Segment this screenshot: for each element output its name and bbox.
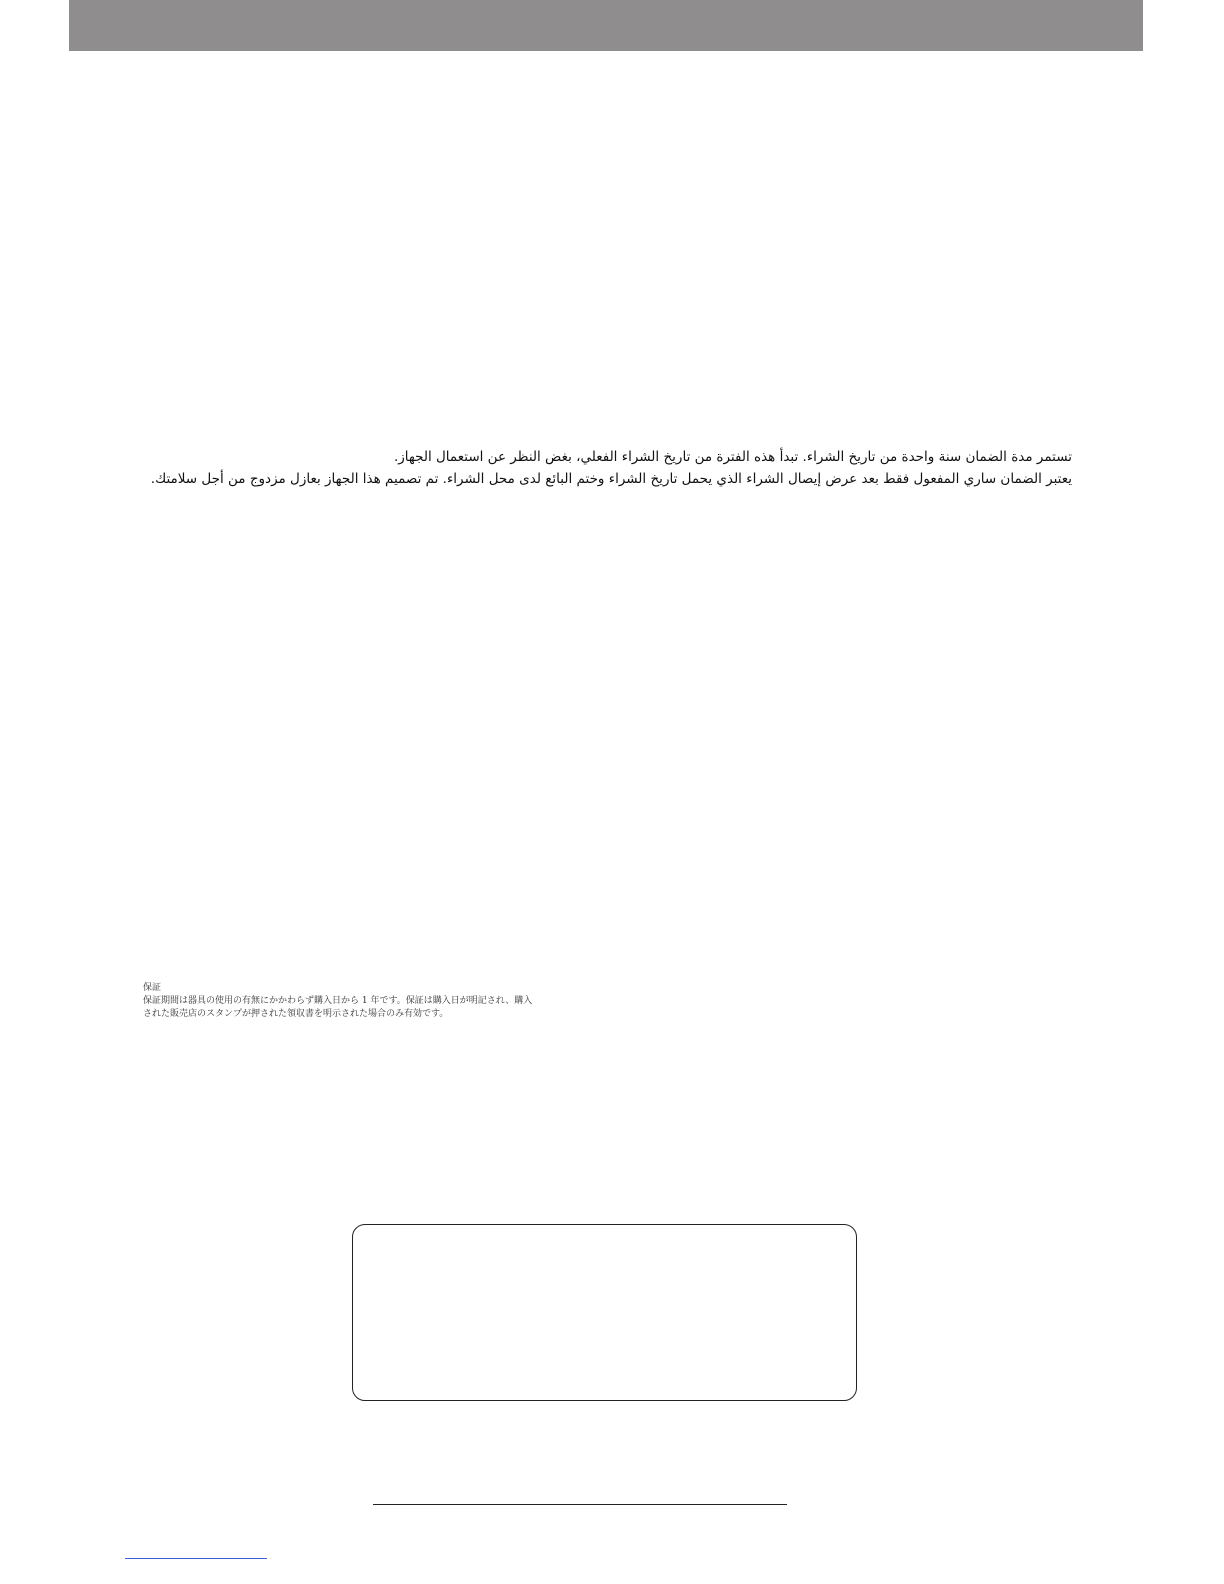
header-bar — [69, 0, 1143, 51]
japanese-warranty-text — [143, 982, 603, 1021]
arabic-warranty-line-1: تستمر مدة الضمان سنة واحدة من تاريخ الشراء. تبدأ هذه الفترة من تاريخ الشراء الفعلي، بغض النظر عن استعمال الجهاز. — [393, 449, 1072, 465]
japanese-warranty-line-1: 保証期間は器具の使用の有無にかかわらず購入日から 1 年です。保証は購入日が明記され、購入 — [143, 996, 533, 1006]
arabic-warranty-line-2: يعتبر الضمان ساري المفعول فقط بعد عرض إيصال الشراء الذي يحمل تاريخ الشراء وختم البائع لدى محل الشراء. تم تصميم هذا الجهاز بعازل مزدوج من أجل سلامتك. — [150, 471, 1072, 487]
footer-link-underline[interactable] — [125, 1558, 267, 1559]
dealer-stamp-box — [352, 1224, 857, 1401]
signature-line — [373, 1504, 787, 1505]
japanese-warranty-title: 保証 — [143, 983, 162, 993]
japanese-warranty-line-2: された販売店のスタンプが押された領収書を明示された場合のみ有効です。 — [143, 1009, 449, 1019]
arabic-warranty-text — [150, 446, 1072, 490]
